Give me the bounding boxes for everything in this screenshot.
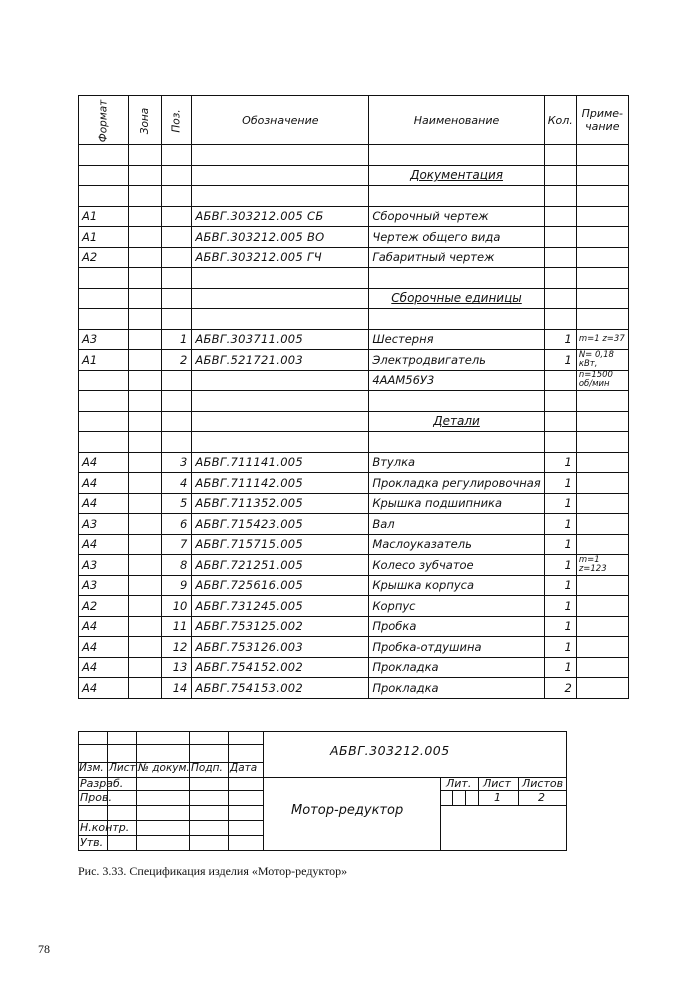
cell-format: А3 [79,575,129,596]
cell-qty [544,432,576,453]
cell-note [576,145,628,166]
cell-format: А4 [79,534,129,555]
cell-pos: 4 [162,473,192,494]
cell-designation [192,288,369,309]
cell-name: Колесо зубчатое [369,555,544,576]
table-header-row [79,96,629,145]
title-col-doc-no: № докум. [138,762,190,774]
cell-designation: АБВГ.303212.005 ГЧ [192,247,369,268]
title-col-date: Дата [230,762,258,774]
sheets-value: 2 [538,791,545,804]
cell-name [369,268,544,289]
cell-pos: 14 [162,678,192,699]
cell-designation: АБВГ.711141.005 [192,452,369,473]
cell-designation: АБВГ.725616.005 [192,575,369,596]
cell-designation [192,268,369,289]
table-row [79,637,629,658]
section-title: Сборочные единицы [391,291,522,306]
cell-note [576,411,628,432]
title-block [78,731,567,851]
cell-pos: 7 [162,534,192,555]
product-name: Мотор-редуктор [291,803,404,818]
cell-pos [162,370,192,391]
cell-name: Сборочный чертеж [369,206,544,227]
table-row [79,616,629,637]
table-row [79,411,629,432]
cell-designation: АБВГ.753125.002 [192,616,369,637]
cell-pos [162,145,192,166]
cell-zone [128,534,161,555]
cell-zone [128,329,161,350]
cell-pos [162,227,192,248]
cell-format: А4 [79,637,129,658]
cell-note [576,165,628,186]
cell-zone [128,350,161,371]
cell-zone [128,145,161,166]
cell-pos: 8 [162,555,192,576]
cell-designation: АБВГ.753126.003 [192,637,369,658]
cell-name [369,391,544,412]
role-norm-control: Н.контр. [80,821,130,834]
cell-qty [544,186,576,207]
cell-designation [192,391,369,412]
cell-pos: 3 [162,452,192,473]
cell-name: Корпус [369,596,544,617]
cell-format [79,370,129,391]
cell-zone [128,596,161,617]
cell-note [576,596,628,617]
cell-name: Электродвигатель [369,350,544,371]
cell-name: Крышка подшипника [369,493,544,514]
cell-note [576,247,628,268]
cell-pos [162,411,192,432]
cell-format [79,268,129,289]
cell-name: Шестерня [369,329,544,350]
cell-format: А3 [79,555,129,576]
cell-note [576,432,628,453]
table-row [79,268,629,289]
cell-format: А3 [79,514,129,535]
cell-zone [128,309,161,330]
cell-note [576,309,628,330]
cell-qty [544,288,576,309]
cell-note [576,227,628,248]
table-row [79,288,629,309]
cell-qty: 1 [544,514,576,535]
cell-designation [192,145,369,166]
cell-format [79,145,129,166]
cell-qty: 2 [544,678,576,699]
cell-designation [192,370,369,391]
lit-label: Лит. [446,777,472,790]
cell-note: m=1 z=123 [576,555,628,576]
cell-name [369,411,544,432]
cell-designation: АБВГ.711142.005 [192,473,369,494]
cell-designation: АБВГ.721251.005 [192,555,369,576]
cell-designation [192,432,369,453]
cell-qty: 1 [544,473,576,494]
table-row [79,145,629,166]
cell-format: А4 [79,493,129,514]
header-name: Наименование [369,96,544,145]
cell-name: Маслоуказатель [369,534,544,555]
cell-qty: 1 [544,452,576,473]
sheet-label: Лист [483,777,511,790]
cell-qty: 1 [544,575,576,596]
cell-pos [162,247,192,268]
cell-designation [192,165,369,186]
cell-qty: 1 [544,657,576,678]
cell-pos: 10 [162,596,192,617]
cell-qty: 1 [544,596,576,617]
cell-pos [162,309,192,330]
cell-format: А3 [79,329,129,350]
header-format: Формат [79,96,129,145]
cell-designation: АБВГ.521721.003 [192,350,369,371]
title-col-change: Изм. [79,762,104,774]
header-zone: Зона [128,96,161,145]
cell-pos [162,186,192,207]
cell-pos [162,391,192,412]
table-row [79,247,629,268]
table-row [79,350,629,371]
cell-zone [128,514,161,535]
cell-format: А4 [79,657,129,678]
cell-name: Вал [369,514,544,535]
cell-zone [128,678,161,699]
table-row [79,227,629,248]
cell-format [79,411,129,432]
cell-name: Пробка-отдушина [369,637,544,658]
table-row [79,186,629,207]
cell-pos: 11 [162,616,192,637]
cell-note [576,637,628,658]
section-title: Детали [433,414,480,429]
cell-pos [162,432,192,453]
cell-format [79,391,129,412]
header-pos: Поз. [162,96,192,145]
role-approved: Утв. [80,836,104,849]
sheet-value: 1 [494,791,501,804]
table-row [79,391,629,412]
table-row [79,555,629,576]
table-body [79,145,629,699]
sheets-label: Листов [522,777,564,790]
table-row [79,596,629,617]
table-row [79,514,629,535]
cell-zone [128,165,161,186]
cell-name [369,432,544,453]
cell-zone [128,206,161,227]
cell-name [369,145,544,166]
table-row [79,534,629,555]
cell-designation: АБВГ.715423.005 [192,514,369,535]
cell-zone [128,616,161,637]
cell-format [79,432,129,453]
cell-note [576,616,628,637]
cell-designation: АБВГ.754152.002 [192,657,369,678]
cell-qty [544,206,576,227]
cell-note [576,493,628,514]
cell-zone [128,555,161,576]
cell-qty [544,411,576,432]
figure-caption: Рис. 3.33. Спецификация изделия «Мотор-редуктор» [78,864,348,878]
cell-name [369,288,544,309]
cell-qty [544,391,576,412]
cell-zone [128,575,161,596]
table-row [79,165,629,186]
cell-zone [128,186,161,207]
role-developed: Разраб. [80,777,124,790]
document-code: АБВГ.303212.005 [330,743,450,758]
cell-format: А2 [79,247,129,268]
cell-designation [192,309,369,330]
cell-format [79,309,129,330]
cell-designation: АБВГ.303711.005 [192,329,369,350]
cell-name: Прокладка [369,657,544,678]
cell-format [79,165,129,186]
cell-zone [128,268,161,289]
cell-pos: 9 [162,575,192,596]
cell-format: А4 [79,473,129,494]
cell-pos [162,268,192,289]
table-row [79,329,629,350]
cell-designation: АБВГ.303212.005 ВО [192,227,369,248]
cell-qty: 1 [544,329,576,350]
cell-qty [544,227,576,248]
cell-qty: 1 [544,637,576,658]
cell-designation: АБВГ.711352.005 [192,493,369,514]
table-row [79,452,629,473]
cell-zone [128,411,161,432]
header-note: Приме-чание [576,96,628,145]
cell-zone [128,391,161,412]
cell-note [576,391,628,412]
cell-note [576,288,628,309]
cell-qty [544,268,576,289]
cell-format: А2 [79,596,129,617]
cell-note [576,473,628,494]
cell-pos: 5 [162,493,192,514]
cell-note [576,575,628,596]
cell-qty: 1 [544,555,576,576]
cell-format: А4 [79,678,129,699]
cell-format: А1 [79,206,129,227]
cell-pos: 13 [162,657,192,678]
title-col-sign: Подп. [191,762,223,774]
cell-note: n=1500 об/мин [576,370,628,391]
cell-note [576,534,628,555]
header-designation: Обозначение [192,96,369,145]
cell-qty [544,247,576,268]
cell-name: 4ААМ56У3 [369,370,544,391]
cell-designation: АБВГ.303212.005 СБ [192,206,369,227]
cell-format: А1 [79,350,129,371]
cell-pos [162,288,192,309]
cell-note: m=1 z=37 [576,329,628,350]
cell-name [369,309,544,330]
cell-note [576,206,628,227]
cell-name: Габаритный чертеж [369,247,544,268]
cell-qty [544,145,576,166]
cell-qty: 1 [544,534,576,555]
cell-note: N= 0,18 кВт, [576,350,628,371]
section-title: Документация [410,168,503,183]
table-row [79,575,629,596]
cell-name: Пробка [369,616,544,637]
cell-format [79,288,129,309]
cell-name: Чертеж общего вида [369,227,544,248]
cell-designation: АБВГ.715715.005 [192,534,369,555]
cell-pos: 12 [162,637,192,658]
specification-table [78,95,629,699]
cell-pos: 6 [162,514,192,535]
table-row [79,493,629,514]
cell-note [576,186,628,207]
cell-name: Прокладка [369,678,544,699]
cell-zone [128,370,161,391]
cell-name: Втулка [369,452,544,473]
cell-format: А1 [79,227,129,248]
table-row [79,206,629,227]
cell-note [576,514,628,535]
cell-zone [128,657,161,678]
role-checked: Пров. [80,791,112,804]
header-qty: Кол. [544,96,576,145]
cell-qty: 1 [544,616,576,637]
cell-designation [192,411,369,432]
cell-zone [128,227,161,248]
cell-name [369,186,544,207]
cell-designation: АБВГ.754153.002 [192,678,369,699]
cell-qty [544,370,576,391]
cell-pos: 2 [162,350,192,371]
cell-designation [192,186,369,207]
table-row [79,678,629,699]
page-number: 78 [38,942,50,956]
cell-format: А4 [79,616,129,637]
cell-qty: 1 [544,493,576,514]
table-row [79,432,629,453]
cell-note [576,268,628,289]
cell-zone [128,288,161,309]
table-row [79,657,629,678]
cell-name: Прокладка регулировочная [369,473,544,494]
cell-zone [128,473,161,494]
table-row [79,473,629,494]
cell-zone [128,432,161,453]
cell-qty [544,165,576,186]
cell-qty: 1 [544,350,576,371]
cell-note [576,452,628,473]
cell-qty [544,309,576,330]
cell-note [576,657,628,678]
cell-name: Крышка корпуса [369,575,544,596]
cell-pos [162,165,192,186]
table-row [79,309,629,330]
title-col-sheet: Лист [109,762,136,774]
cell-format: А4 [79,452,129,473]
cell-designation: АБВГ.731245.005 [192,596,369,617]
cell-pos [162,206,192,227]
cell-zone [128,493,161,514]
cell-zone [128,452,161,473]
cell-format [79,186,129,207]
cell-zone [128,637,161,658]
cell-note [576,678,628,699]
cell-name [369,165,544,186]
table-row [79,370,629,391]
cell-zone [128,247,161,268]
cell-pos: 1 [162,329,192,350]
